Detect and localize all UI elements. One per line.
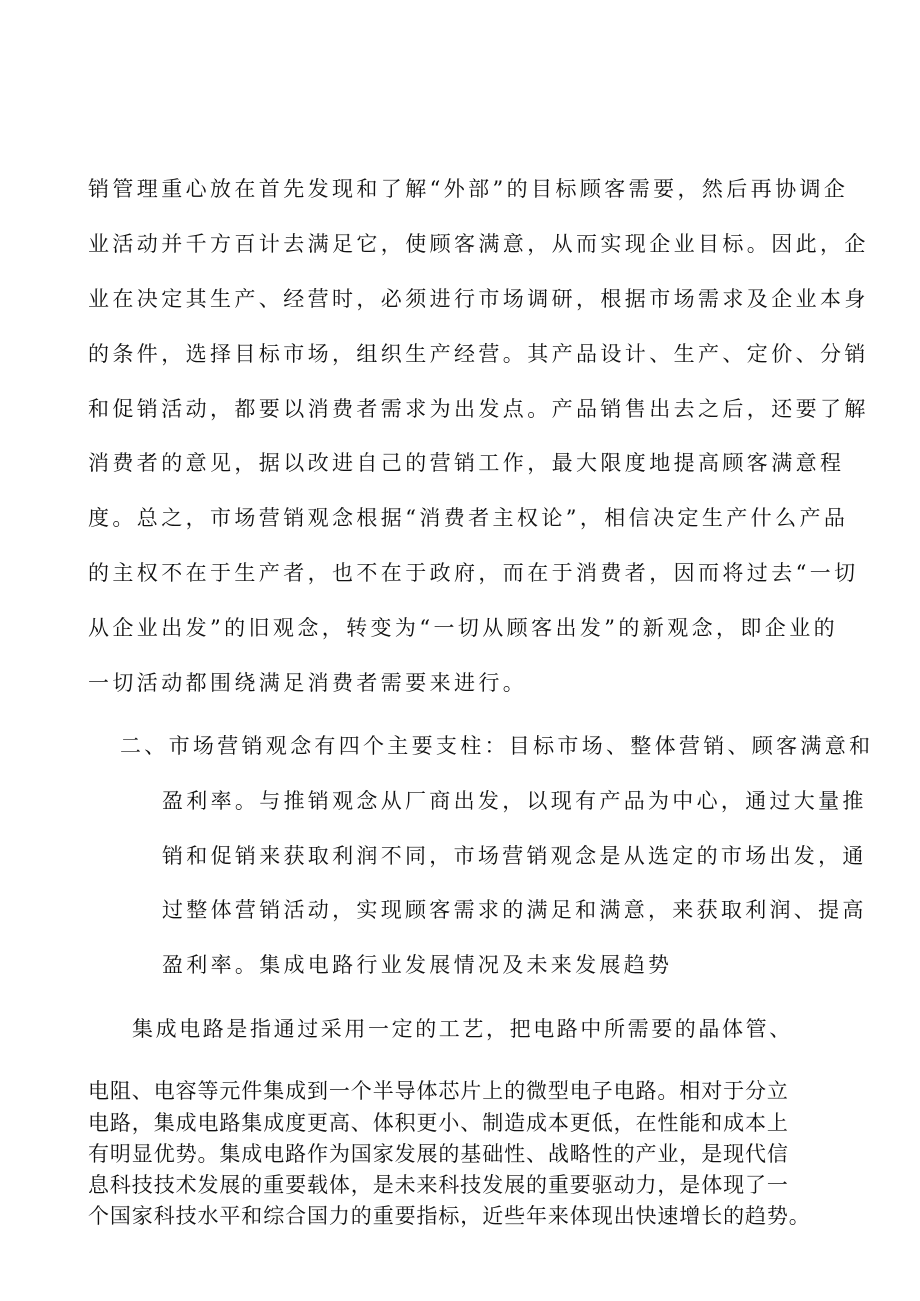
text-line: 电阻、电容等元件集成到一个半导体芯片上的微型电子电路。相对于分立 [88,1079,789,1103]
text-line: 集成电路是指通过采用一定的工艺，把电路中所需要的晶体管、 [132,1017,793,1041]
text-line: 有明显优势。集成电路作为国家发展的基础性、战略性的产业，是现代信 [88,1142,789,1166]
text-line: 盈利率。与推销观念从厂商出发，以现有产品为中心，通过大量推 [162,789,867,813]
text-line: 一切活动都围绕满足消费者需要来进行。 [88,671,528,695]
text-line: 从企业出发”的旧观念，转变为“一切从顾客出发”的新观念，即企业的 [88,616,839,640]
text-line: 个国家科技水平和综合国力的重要指标，近些年来体现出快速增长的趋势。 [88,1204,811,1228]
text-line: 业在决定其生产、经营时，必须进行市场调研，根据市场需求及企业本身 [88,287,869,311]
text-line: 过整体营销活动，实现顾客需求的满足和满意，来获取利润、提高 [162,898,867,922]
text-line: 业活动并千方百计去满足它，使顾客满意，从而实现企业目标。因此，企 [88,232,869,256]
text-line: 电路，集成电路集成度更高、体积更小、制造成本更低，在性能和成本上 [88,1111,789,1135]
text-line: 消费者的意见，据以改进自己的营销工作，最大限度地提高顾客满意程 [88,451,845,475]
section-heading-line: 二、市场营销观念有四个主要支柱：目标市场、整体营销、顾客满意和 [120,734,874,758]
text-line: 度。总之，市场营销观念根据“消费者主权论”，相信决定生产什么产品 [88,506,849,530]
text-line: 和促销活动，都要以消费者需求为出发点。产品销售出去之后，还要了解 [88,397,869,421]
text-line: 的条件，选择目标市场，组织生产经营。其产品设计、生产、定价、分销 [88,342,869,366]
text-line: 销和促销来获取利润不同，市场营销观念是从选定的市场出发，通 [162,844,867,868]
text-line: 息科技技术发展的重要载体，是未来科技发展的重要驱动力，是体现了一 [88,1173,789,1197]
text-line: 盈利率。集成电路行业发展情况及未来发展趋势 [162,953,673,977]
text-line: 的主权不在于生产者，也不在于政府，而在于消费者，因而将过去“一切 [88,561,859,585]
text-line: 销管理重心放在首先发现和了解“外部”的目标顾客需要，然后再协调企 [88,177,849,201]
